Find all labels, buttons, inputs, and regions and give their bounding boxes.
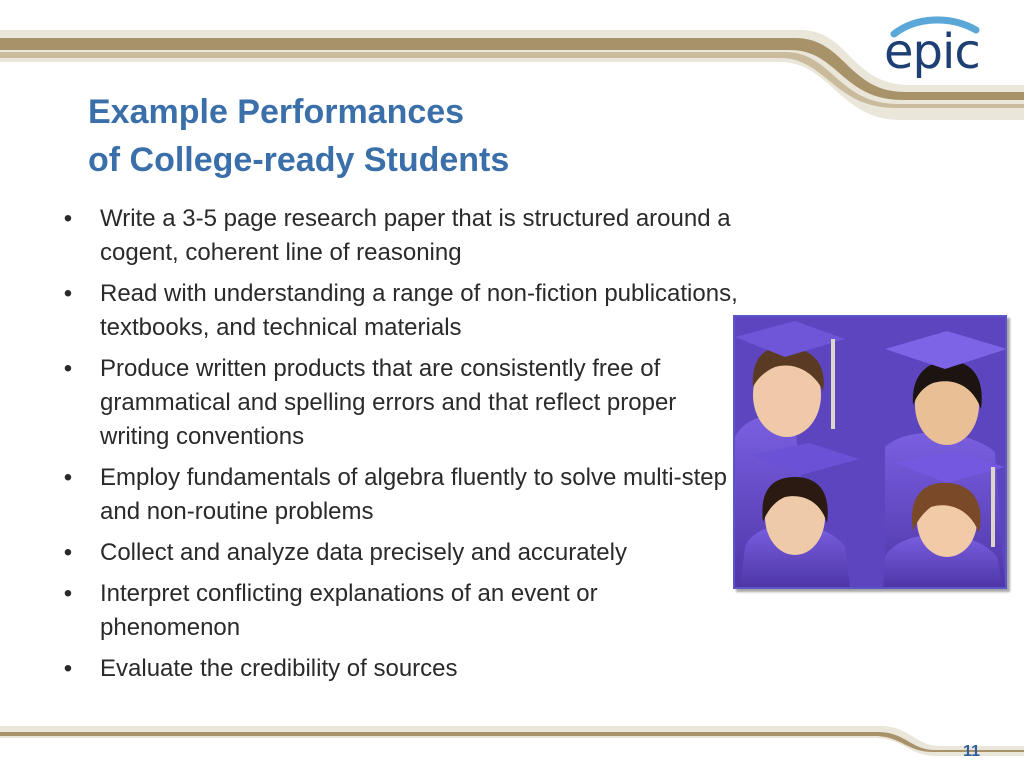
bullet-text: Evaluate the credibility of sources xyxy=(100,655,458,682)
bullet-dot: • xyxy=(63,355,73,382)
bullet-item xyxy=(58,277,738,345)
bullet-text: Collect and analyze data precisely and accurately xyxy=(100,539,627,566)
footer-swoosh xyxy=(0,712,1024,768)
bullet-item xyxy=(58,536,738,570)
bullet-dot: • xyxy=(63,655,73,682)
bullet-item xyxy=(58,577,738,645)
epic-logo xyxy=(872,12,992,82)
bullet-text: Produce written products that are consistently free of grammatical and spelling errors and that reflect proper writing conventions xyxy=(100,355,677,450)
bullet-dot: • xyxy=(63,205,73,232)
bullet-text: Write a 3-5 page research paper that is structured around a cogent, coherent line of reasoning xyxy=(100,205,731,266)
bullet-item xyxy=(58,652,738,686)
title-line-2: of College-ready Students xyxy=(88,141,510,179)
bullet-text: Interpret conflicting explanations of an event or phenomenon xyxy=(100,580,598,641)
page-number: 11 xyxy=(963,743,980,760)
bullet-dot: • xyxy=(63,280,73,307)
graduates-photo xyxy=(733,315,1007,589)
bullet-dot: • xyxy=(63,580,73,607)
title-line-1: Example Performances xyxy=(88,93,465,131)
bullet-item xyxy=(58,202,738,270)
bullet-dot: • xyxy=(63,539,73,566)
bullet-dot: • xyxy=(63,464,73,491)
bullet-list xyxy=(58,202,738,693)
slide-title xyxy=(88,88,728,184)
bullet-text: Employ fundamentals of algebra fluently to solve multi-step and non-routine problems xyxy=(100,464,727,525)
graduates-illustration xyxy=(735,317,1005,587)
bullet-item xyxy=(58,461,738,529)
bullet-text: Read with understanding a range of non-fiction publications, textbooks, and technical materials xyxy=(100,280,738,341)
bullet-item xyxy=(58,352,738,454)
logo-text: epic xyxy=(884,24,980,80)
